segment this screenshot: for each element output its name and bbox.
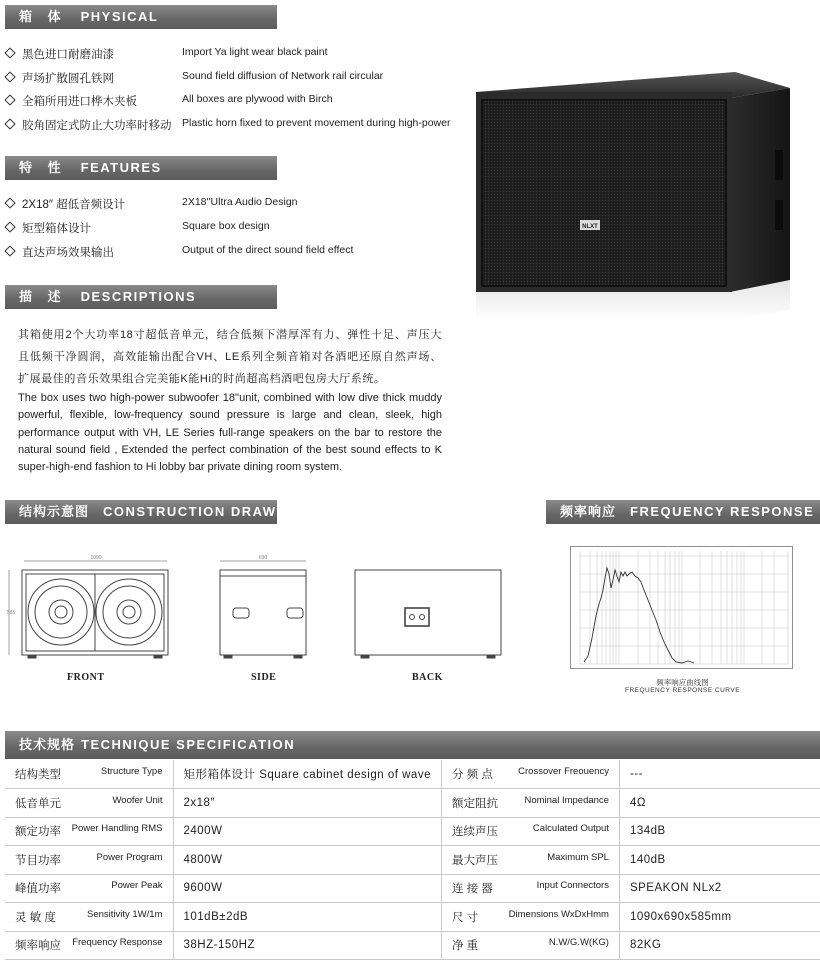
spec-label-en: Input Connectors <box>536 880 609 892</box>
front-label: FRONT <box>67 672 105 683</box>
spec-header <box>5 731 820 759</box>
spec-label-en: Nominal Impedance <box>524 794 609 806</box>
physical-header-en: PHYSICAL <box>80 9 159 24</box>
spec-value: 2400W <box>173 817 441 846</box>
spec-value: 4Ω <box>619 789 820 818</box>
spec-label-cn: 灵 敏 度 <box>15 911 56 924</box>
diamond-bullet-icon <box>4 118 15 129</box>
spec-header-en: TECHNIQUE SPECIFICATION <box>81 737 296 752</box>
spec-label-en: Calculated Output <box>532 823 609 835</box>
spec-label-cn: 连续声压 <box>451 826 498 839</box>
spec-label-en: Structure Type <box>100 766 163 777</box>
spec-label-en: Power Program <box>96 851 163 863</box>
spec-label-en: Sensitivity 1W/1m <box>87 908 163 920</box>
diamond-bullet-icon <box>4 197 15 208</box>
spec-label-en: Frequency Response <box>72 937 163 949</box>
frequency-caption-en: FREQUENCY RESPONSE CURVE <box>624 687 741 694</box>
frequency-header <box>546 500 820 524</box>
physical-item-en: Sound field diffusion of Network rail circular <box>182 70 384 82</box>
front-view <box>7 555 168 658</box>
spec-label-en: N.W/G.W(KG) <box>548 937 609 949</box>
spec-value: 4800W <box>173 846 441 875</box>
physical-header <box>5 5 277 29</box>
feature-item-cn: 矩型箱体设计 <box>22 223 91 235</box>
spec-label-en: Power Handling RMS <box>71 823 163 835</box>
spec-header-cn: 技术规格 <box>19 737 76 752</box>
spec-label-cn: 额定阻抗 <box>451 797 498 810</box>
construction-header-cn: 结构示意图 <box>19 504 90 519</box>
physical-item-en: Plastic horn fixed to prevent movement during high-power <box>182 117 451 129</box>
speaker-cabinet-image <box>430 70 810 330</box>
spec-value: 134dB <box>619 817 820 846</box>
spec-label-en: Woofer Unit <box>112 794 163 806</box>
feature-item-en: Square box design <box>182 220 270 232</box>
spec-value: SPEAKON NLx2 <box>619 874 820 903</box>
spec-label-cn: 峰值功率 <box>15 883 61 896</box>
spec-label-cn: 结构类型 <box>15 769 61 781</box>
spec-label-en: Power Peak <box>111 880 163 892</box>
table-row <box>5 874 820 903</box>
feature-item-cn: 2X18″ 超低音频设计 <box>22 199 126 211</box>
feature-item-cn: 直达声场效果输出 <box>22 247 114 259</box>
spec-table <box>5 760 820 960</box>
table-row <box>5 903 820 932</box>
diamond-bullet-icon <box>4 47 15 58</box>
table-row <box>5 846 820 875</box>
construction-drawing <box>4 552 534 662</box>
features-header-cn: 特 性 <box>19 160 67 175</box>
spec-value: 82KG <box>619 931 820 960</box>
physical-header-cn: 箱 体 <box>19 9 67 24</box>
spec-label-en: Dimensions WxDxHmm <box>508 908 609 920</box>
front-height-dim: 585 <box>7 610 16 616</box>
spec-label-en: Crossover Freouency <box>518 766 609 777</box>
spec-label-cn: 连 接 器 <box>451 883 493 896</box>
physical-item-en: Import Ya light wear black paint <box>182 46 328 58</box>
frequency-header-en: FREQUENCY RESPONSE <box>630 504 815 519</box>
spec-value: 101dB±2dB <box>173 903 441 932</box>
description-text-cn: 其箱使用2个大功率18寸超低音单元，结合低频下潜厚浑有力、弹性十足、声压大且低频干净圆润，高效能输出配合VH、LE系列全频音箱对各酒吧还原自然声场、扩展最佳的音乐效果组合完美能K能Hi的时尚超高档酒吧包房大厅系统。 <box>18 329 442 385</box>
construction-header-en: CONSTRUCTION DRAWING <box>103 504 305 519</box>
frequency-header-cn: 频率响应 <box>560 504 617 519</box>
spec-value: --- <box>619 760 820 789</box>
descriptions-header <box>5 285 277 309</box>
table-row <box>5 931 820 960</box>
physical-item-cn: 全箱所用进口桦木夹板 <box>22 96 137 108</box>
spec-label-cn: 最大声压 <box>451 854 498 867</box>
frequency-response-curve-figure <box>570 546 795 671</box>
construction-header <box>5 500 305 524</box>
diamond-bullet-icon <box>4 71 15 82</box>
spec-value: 矩形箱体设计 Square cabinet design of wave <box>173 760 441 789</box>
spec-value: 2x18″ <box>173 789 441 818</box>
side-view <box>220 555 306 658</box>
physical-item-cn: 声场扩散圆孔铁网 <box>22 73 114 85</box>
spec-value: 38HZ-150HZ <box>173 931 441 960</box>
brand-badge: NLXT <box>582 224 598 230</box>
features-header-en: FEATURES <box>80 160 162 175</box>
spec-label-cn: 频率响应 <box>15 940 61 953</box>
table-row <box>5 760 820 789</box>
table-row <box>5 789 820 818</box>
features-header <box>5 156 277 180</box>
diamond-bullet-icon <box>4 94 15 105</box>
spec-value: 9600W <box>173 874 441 903</box>
spec-label-cn: 分 频 点 <box>451 769 493 781</box>
spec-label-cn: 额定功率 <box>15 826 61 839</box>
spec-label-cn: 低音单元 <box>15 797 61 810</box>
descriptions-header-cn: 描 述 <box>19 289 67 304</box>
back-label: BACK <box>412 672 443 683</box>
description-text-en: The box uses two high-power subwoofer 18''unit, combined with low dive thick muddy powerful, flexible, low-frequency sound pressure is large and clean, sleek, high performance output with VH, LE Series full-range speakers on the bar to restore the natural sound field , Extended the perfect combination of the best sound effects to K super-high-end fashion to Hi lobby bar private dining room system. <box>18 392 442 474</box>
descriptions-header-en: DESCRIPTIONS <box>80 289 197 304</box>
side-width-dim: 690 <box>258 555 268 561</box>
feature-item-en: 2X18''Ultra Audio Design <box>182 196 298 208</box>
spec-label-cn: 节目功率 <box>15 854 61 867</box>
front-width-dim: 1090 <box>90 555 102 561</box>
table-row <box>5 817 820 846</box>
frequency-caption-cn: 频率响应曲线图 <box>656 678 709 687</box>
feature-item-en: Output of the direct sound field effect <box>182 244 354 256</box>
spec-label-cn: 尺 寸 <box>451 911 479 924</box>
spec-label-cn: 净 重 <box>451 940 479 953</box>
physical-item-cn: 胶角固定式防止大功率时移动 <box>22 120 172 132</box>
diamond-bullet-icon <box>4 221 15 232</box>
spec-value: 140dB <box>619 846 820 875</box>
physical-item-en: All boxes are plywood with Birch <box>182 93 333 105</box>
diamond-bullet-icon <box>4 245 15 256</box>
spec-value: 1090x690x585mm <box>619 903 820 932</box>
back-view <box>355 570 501 658</box>
physical-item-cn: 黑色进口耐磨油漆 <box>22 49 114 61</box>
spec-label-en: Maximum SPL <box>547 851 609 863</box>
side-label: SIDE <box>251 672 277 683</box>
